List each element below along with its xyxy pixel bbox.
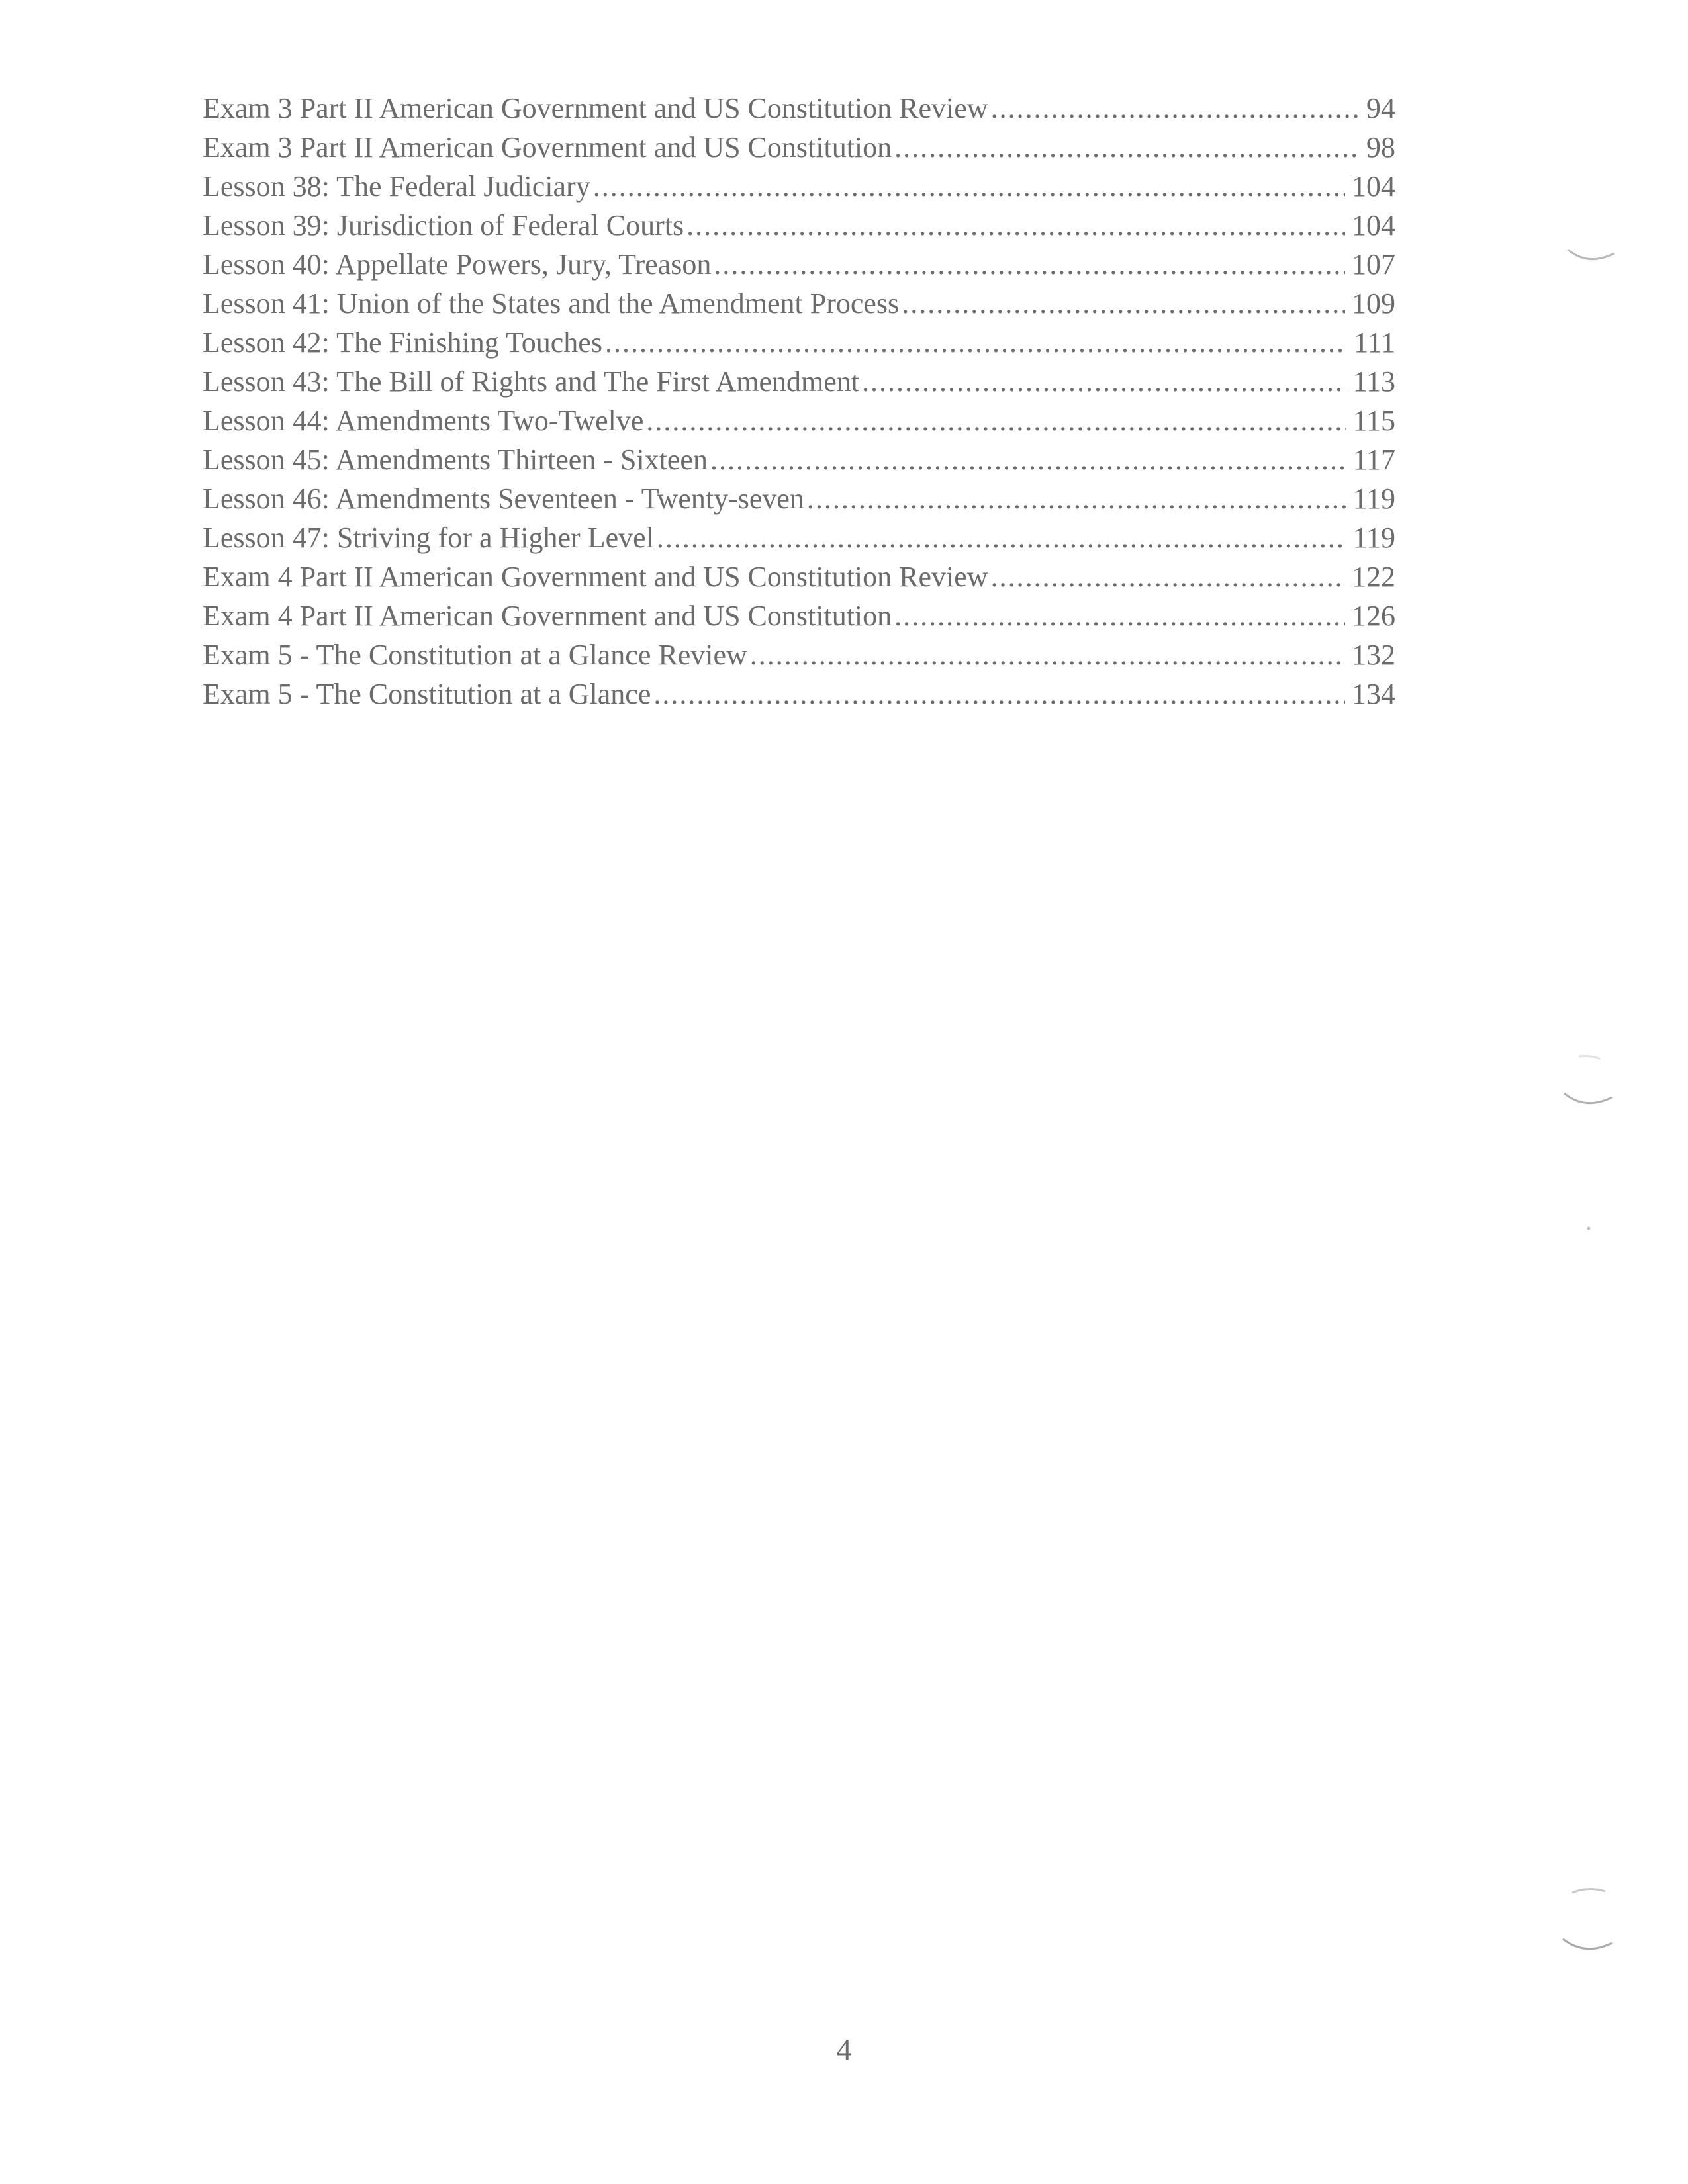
toc-entry-title: Lesson 38: The Federal Judiciary (203, 170, 590, 203)
toc-dot-leader (657, 518, 1346, 557)
toc-entry-title: Lesson 39: Jurisdiction of Federal Courts (203, 209, 684, 242)
toc-dot-leader (991, 89, 1360, 128)
toc-entry-title: Exam 5 - The Constitution at a Glance Review (203, 639, 747, 671)
toc-entry (203, 401, 1395, 440)
toc-dot-leader (686, 206, 1345, 245)
toc-dot-leader (714, 245, 1345, 284)
toc-entry-page: 113 (1352, 365, 1395, 398)
toc-dot-leader (710, 440, 1346, 479)
toc-entry (203, 89, 1395, 128)
toc-entry-page: 104 (1352, 209, 1395, 242)
toc-entry (203, 167, 1395, 206)
toc-entry-title: Lesson 40: Appellate Powers, Jury, Treason (203, 248, 712, 281)
toc-entry (203, 206, 1395, 245)
toc-entry (203, 323, 1395, 362)
table-of-contents (203, 89, 1395, 713)
toc-entry-title: Lesson 43: The Bill of Rights and The First Amendment (203, 365, 859, 398)
toc-dot-leader (807, 479, 1346, 518)
toc-entry-page: 104 (1352, 170, 1395, 203)
toc-entry (203, 440, 1395, 479)
toc-entry-page: 115 (1352, 404, 1395, 437)
toc-entry-title: Lesson 46: Amendments Seventeen - Twenty-seven (203, 482, 804, 515)
toc-dot-leader (894, 128, 1360, 167)
toc-entry-page: 98 (1366, 131, 1395, 163)
toc-entry-title: Exam 3 Part II American Government and US Constitution Review (203, 92, 988, 124)
toc-entry-title: Lesson 41: Union of the States and the Amendment Process (203, 287, 900, 320)
toc-dot-leader (991, 557, 1345, 596)
toc-dot-leader (605, 323, 1347, 362)
toc-entry-page: 122 (1352, 561, 1395, 593)
toc-entry-page: 111 (1354, 326, 1395, 359)
toc-entry-title: Exam 4 Part II American Government and US Constitution (203, 600, 892, 632)
punch-hole-mark (1559, 1886, 1618, 1926)
toc-entry-title: Lesson 45: Amendments Thirteen - Sixteen (203, 443, 708, 476)
toc-entry (203, 557, 1395, 596)
toc-dot-leader (593, 167, 1345, 206)
toc-entry (203, 596, 1395, 635)
toc-dot-leader (646, 401, 1346, 440)
toc-entry (203, 284, 1395, 323)
toc-entry-page: 119 (1352, 522, 1395, 554)
toc-entry-page: 126 (1352, 600, 1395, 632)
toc-entry-page: 109 (1352, 287, 1395, 320)
punch-hole-mark (1562, 235, 1622, 275)
toc-dot-leader (653, 674, 1345, 713)
toc-entry (203, 362, 1395, 401)
toc-entry-title: Exam 3 Part II American Government and US Constitution (203, 131, 892, 163)
page-number: 4 (836, 2032, 852, 2066)
toc-entry (203, 635, 1395, 674)
toc-dot-leader (902, 284, 1345, 323)
toc-entry-page: 132 (1352, 639, 1395, 671)
toc-entry-page: 134 (1352, 678, 1395, 710)
toc-entry (203, 674, 1395, 713)
toc-entry-title: Lesson 44: Amendments Two-Twelve (203, 404, 644, 437)
toc-entry-page: 107 (1352, 248, 1395, 281)
toc-entry-title: Exam 4 Part II American Government and US Constitution Review (203, 561, 988, 593)
toc-entry-title: Exam 5 - The Constitution at a Glance (203, 678, 651, 710)
toc-entry-title: Lesson 47: Striving for a Higher Level (203, 522, 654, 554)
toc-dot-leader (862, 362, 1346, 401)
toc-entry (203, 479, 1395, 518)
toc-entry (203, 518, 1395, 557)
punch-hole-mark (1559, 1052, 1618, 1092)
toc-entry-page: 119 (1352, 482, 1395, 515)
speck-mark (1585, 1224, 1593, 1232)
toc-entry-title: Lesson 42: The Finishing Touches (203, 326, 602, 359)
toc-entry (203, 245, 1395, 284)
toc-entry-page: 94 (1366, 92, 1395, 124)
toc-entry-page: 117 (1352, 443, 1395, 476)
toc-entry (203, 128, 1395, 167)
toc-dot-leader (894, 596, 1345, 635)
toc-dot-leader (750, 635, 1345, 674)
